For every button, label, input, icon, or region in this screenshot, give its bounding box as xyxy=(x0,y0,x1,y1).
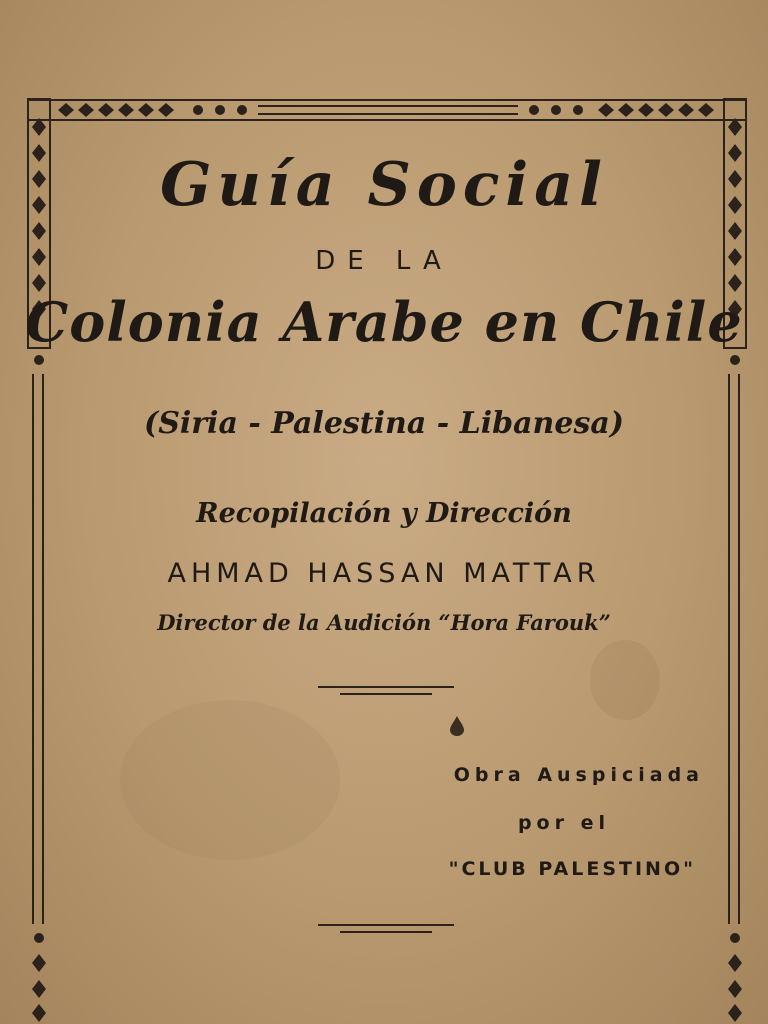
paper-stain xyxy=(590,640,660,720)
separator-line xyxy=(340,931,432,933)
sponsor-line-2: por el xyxy=(517,812,610,834)
ornamental-border-top xyxy=(28,98,746,122)
sponsor-club: "CLUB PALESTINO" xyxy=(448,858,696,880)
separator-line xyxy=(318,924,454,926)
sponsor-line-1: Obra Auspiciada xyxy=(453,764,704,786)
cover-title: Guía Social xyxy=(160,150,608,220)
cover-subtitle: DE LA xyxy=(315,246,453,276)
author-name: AHMAD HASSAN MATTAR xyxy=(167,558,601,589)
separator-line xyxy=(318,686,454,688)
paper-stain xyxy=(120,700,340,860)
separator-line xyxy=(340,693,432,695)
cover-colony-heading: Colonia Arabe en Chile xyxy=(25,290,743,354)
compiled-label: Recopilación y Dirección xyxy=(196,498,572,529)
cover-countries: (Siria - Palestina - Libanesa) xyxy=(144,406,624,441)
teardrop-ornament-icon xyxy=(450,716,464,736)
director-note: Director de la Audición “Hora Farouk” xyxy=(157,610,611,635)
